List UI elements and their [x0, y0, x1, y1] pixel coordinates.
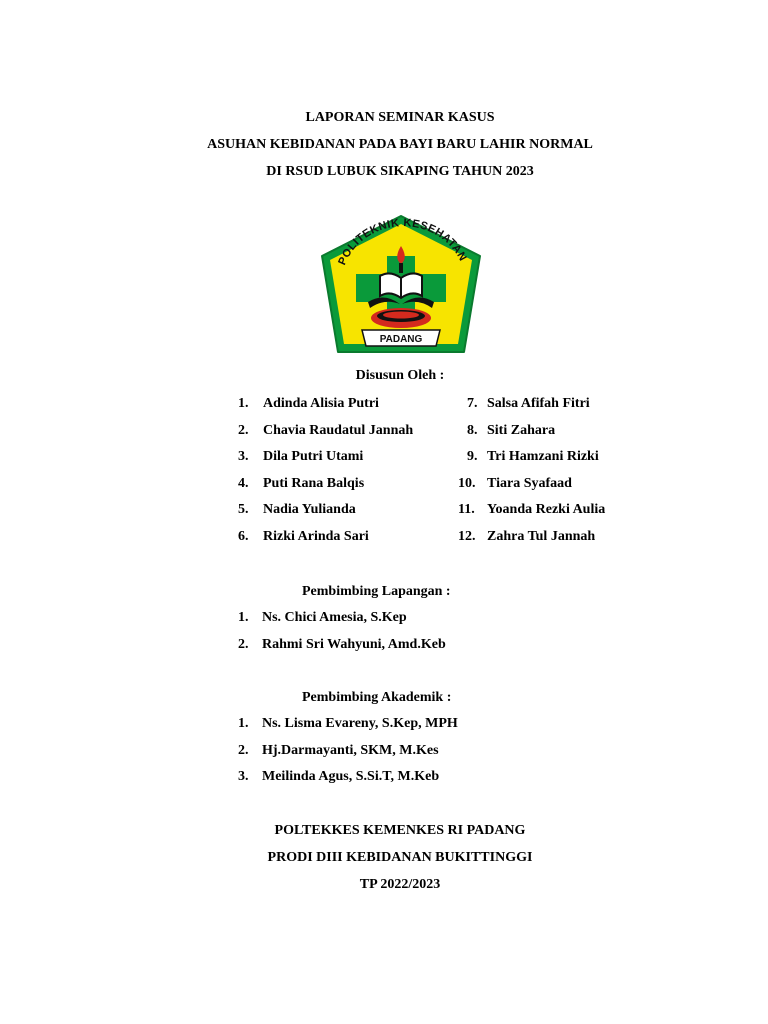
author-name: Siti Zahara — [487, 422, 556, 438]
list-item — [238, 395, 413, 422]
author-name: Zahra Tul Jannah — [487, 528, 596, 544]
list-number: 6. — [238, 528, 249, 544]
list-number: 2. — [238, 636, 249, 652]
authors-left-column — [238, 395, 413, 555]
list-number: 12. — [458, 528, 476, 544]
supervisor-name: Ns. Chici Amesia, S.Kep — [262, 610, 407, 625]
program-name: PRODI DIII KEBIDANAN BUKITTINGGI — [267, 850, 533, 865]
author-name: Salsa Afifah Fitri — [487, 396, 590, 411]
author-name: Nadia Yulianda — [263, 502, 356, 518]
list-item — [458, 422, 605, 449]
list-number: 10. — [458, 475, 476, 491]
list-item — [238, 475, 413, 502]
supervisor-name: Ns. Lisma Evareny, S.Kep, MPH — [262, 716, 458, 731]
list-item — [238, 768, 458, 795]
report-title-line-3: DI RSUD LUBUK SIKAPING TAHUN 2023 — [266, 164, 534, 179]
list-number: 1. — [238, 396, 249, 411]
author-name: Tri Hamzani Rizki — [487, 449, 599, 465]
list-number: 4. — [238, 475, 249, 491]
authors-right-column — [458, 395, 605, 555]
list-number: 2. — [238, 422, 249, 438]
field-supervisor-list — [238, 609, 446, 662]
institution-name: POLTEKKES KEMENKES RI PADANG — [274, 823, 526, 838]
academic-supervisor-heading: Pembimbing Akademik : — [302, 690, 452, 705]
list-number: 1. — [238, 716, 249, 731]
list-number: 3. — [238, 449, 249, 465]
list-number: 1. — [238, 610, 249, 625]
logo-banner-text: PADANG — [379, 334, 423, 345]
list-item — [238, 528, 413, 555]
list-item — [238, 742, 458, 769]
list-number: 9. — [467, 449, 478, 465]
list-item — [238, 501, 413, 528]
list-number: 3. — [238, 769, 249, 785]
list-item — [238, 636, 446, 663]
list-item — [238, 609, 446, 636]
list-number: 7. — [467, 396, 478, 411]
list-item — [238, 448, 413, 475]
supervisor-name: Rahmi Sri Wahyuni, Amd.Keb — [262, 636, 446, 652]
logo-arc-text: POLITEKNIK KESEHATAN — [336, 217, 469, 267]
academic-year: TP 2022/2023 — [359, 877, 441, 892]
author-name: Rizki Arinda Sari — [263, 528, 369, 544]
supervisor-name: Meilinda Agus, S.Si.T, M.Keb — [262, 769, 440, 785]
author-name: Puti Rana Balqis — [263, 475, 365, 491]
author-name: Tiara Syafaad — [487, 475, 572, 491]
list-item — [458, 475, 605, 502]
supervisor-name: Hj.Darmayanti, SKM, M.Kes — [262, 742, 439, 758]
academic-supervisor-list — [238, 715, 458, 795]
field-supervisor-heading: Pembimbing Lapangan : — [302, 584, 451, 599]
author-name: Dila Putri Utami — [263, 449, 364, 465]
list-item — [238, 422, 413, 449]
authors-heading: Disusun Oleh : — [355, 368, 445, 383]
list-number: 2. — [238, 742, 249, 758]
author-name: Yoanda Rezki Aulia — [487, 502, 606, 518]
list-item — [458, 395, 605, 422]
poltekkes-logo — [318, 212, 484, 362]
list-item — [458, 448, 605, 475]
report-title-line-1: LAPORAN SEMINAR KASUS — [305, 110, 495, 125]
list-number: 8. — [467, 422, 478, 438]
list-item — [458, 501, 605, 528]
list-number: 5. — [238, 502, 249, 518]
list-item — [238, 715, 458, 742]
author-name: Adinda Alisia Putri — [263, 396, 379, 411]
list-number: 11. — [458, 502, 475, 518]
author-name: Chavia Raudatul Jannah — [263, 422, 414, 438]
list-item — [458, 528, 605, 555]
report-title-line-2: ASUHAN KEBIDANAN PADA BAYI BARU LAHIR NORMAL — [207, 137, 593, 152]
